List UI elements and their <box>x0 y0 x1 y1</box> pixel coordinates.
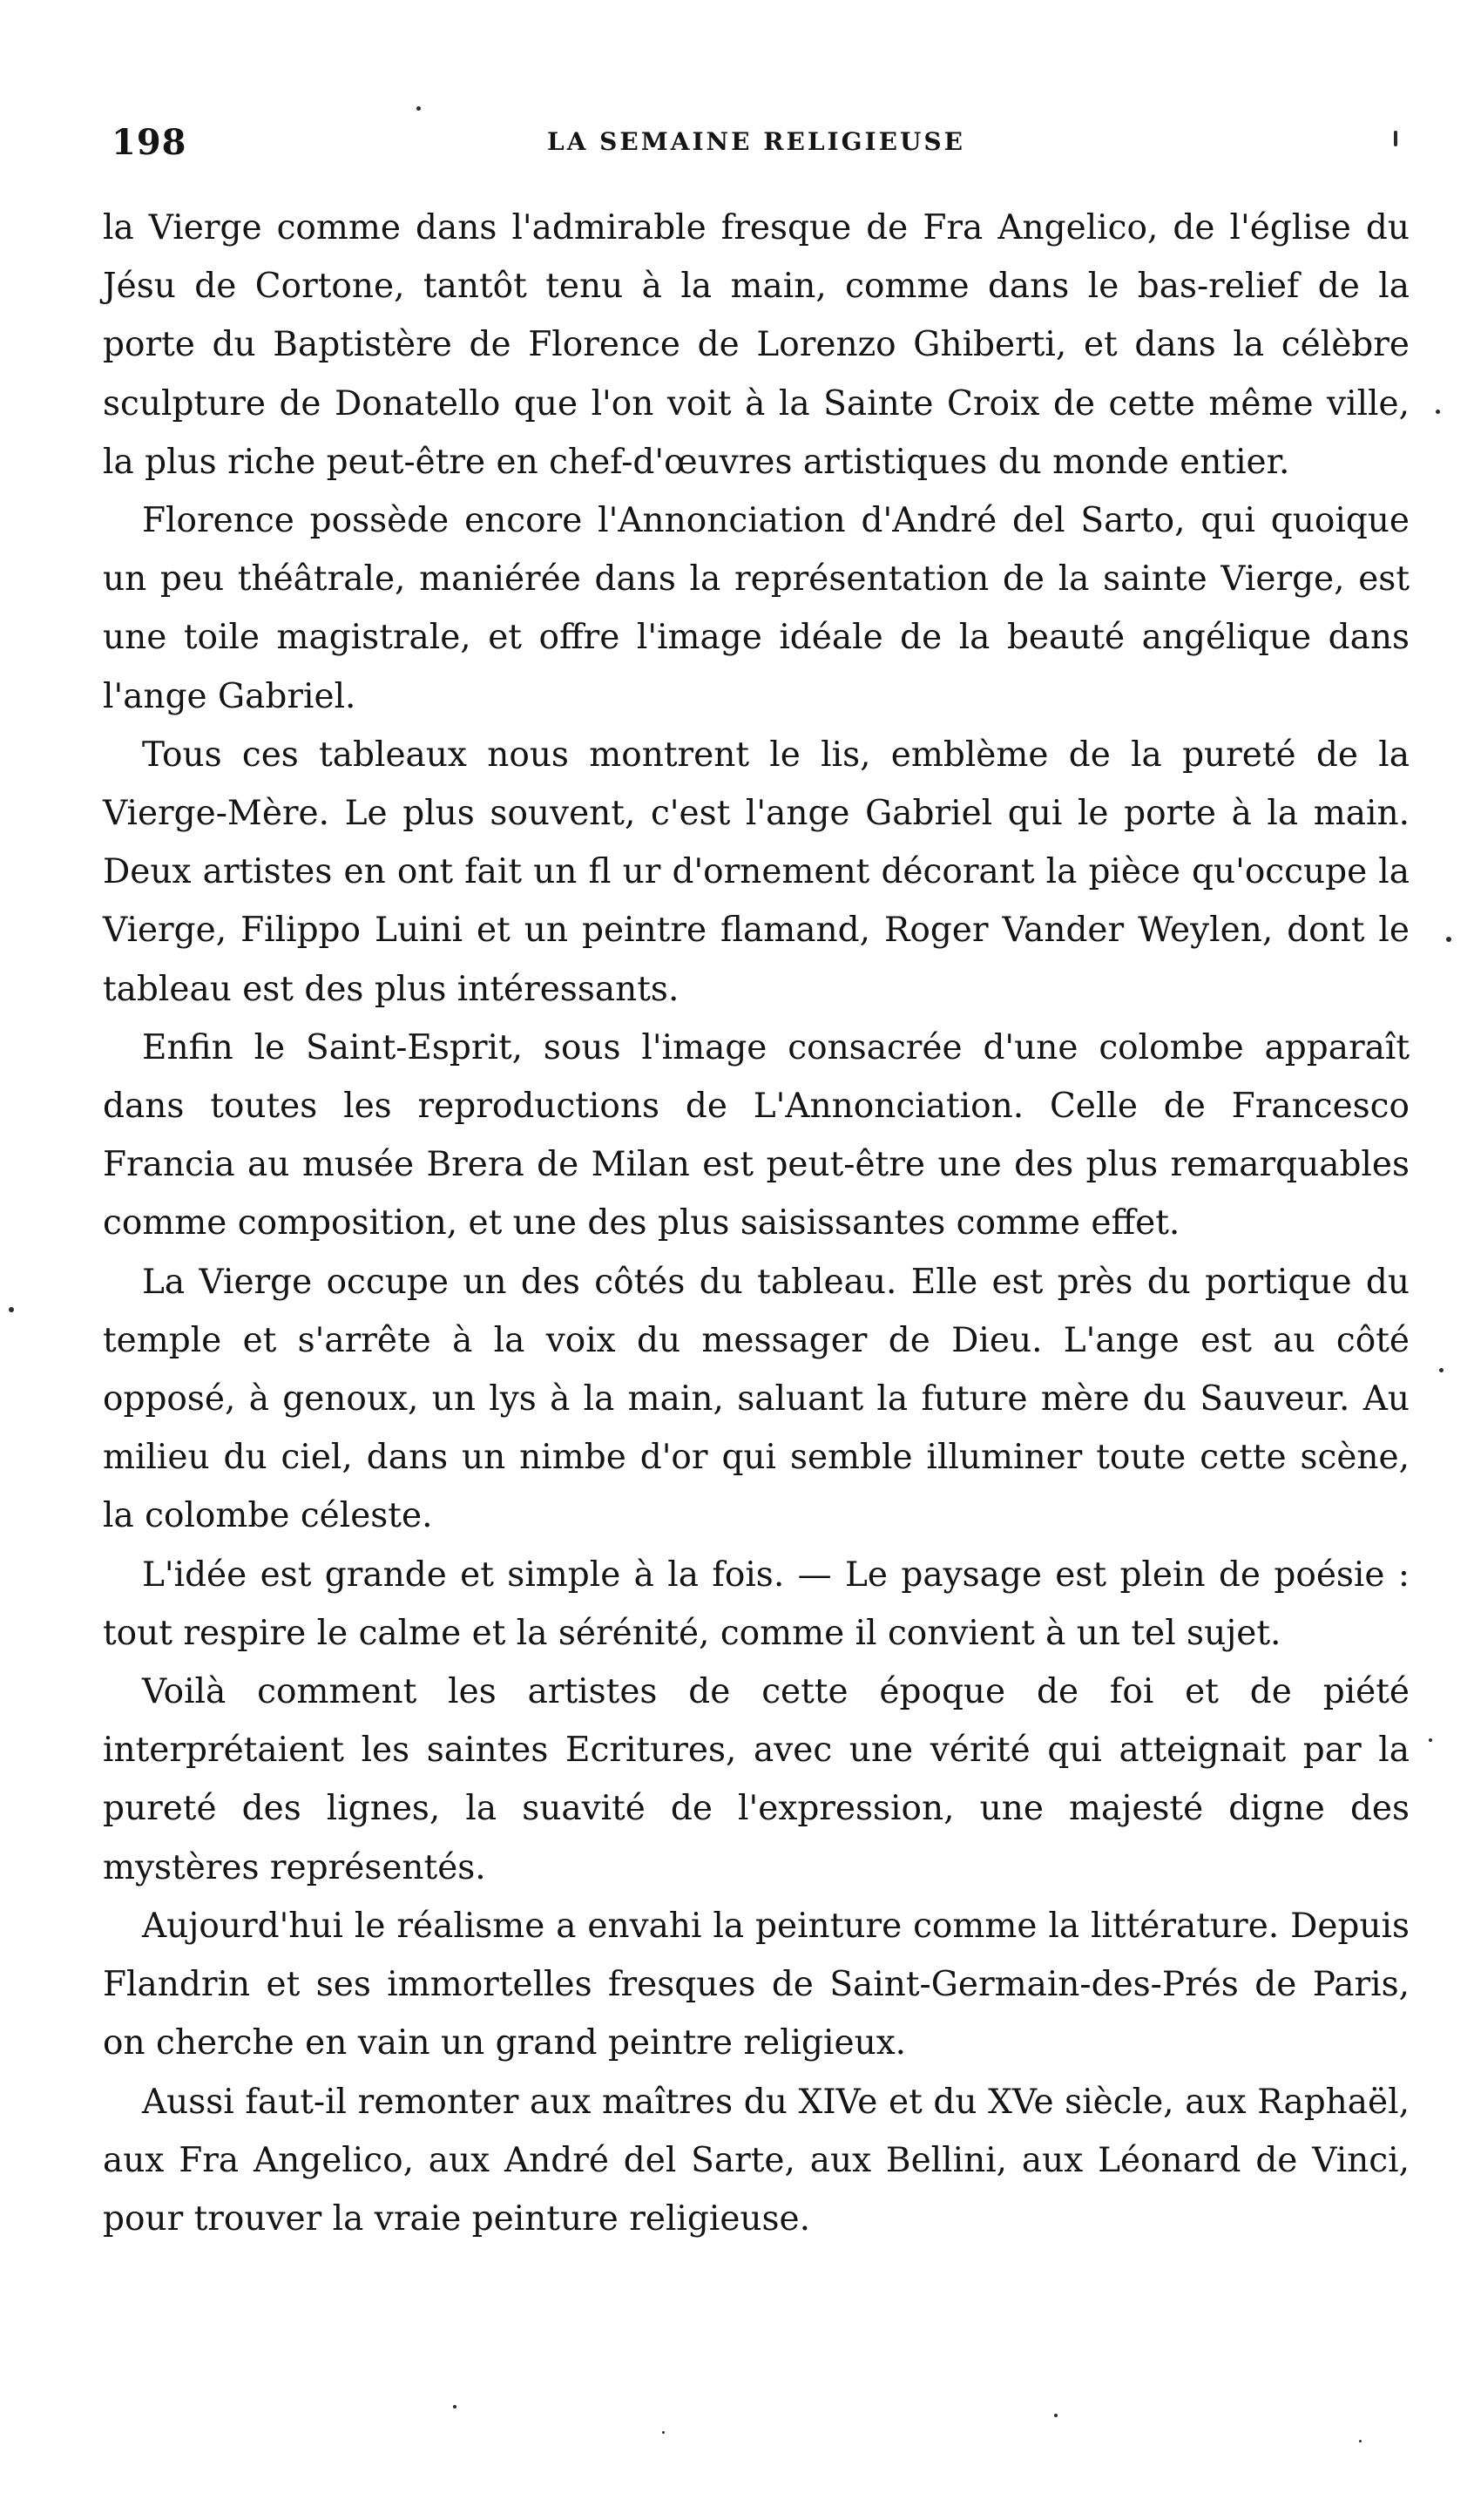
scan-speck <box>1394 131 1397 146</box>
paragraph: Voilà comment les artistes de cette époque de foi et de piété interprétaient les saintes Ecritures, avec une vérité qui atteignait par la pureté des lignes, la suavité de l'expression, une majesté digne des mystères représentés. <box>103 1672 1410 1887</box>
paragraph: Aujourd'hui le réalisme a envahi la peinture comme la littérature. Depuis Flandrin et ses immortelles fresques de Saint-Germain-des-Prés de Paris, on cherche en vain un grand peintre religieux. <box>103 1906 1410 2063</box>
page-header <box>112 122 1401 174</box>
scan-speck <box>662 2431 665 2434</box>
paragraph: L'idée est grande et simple à la fois. — Le paysage est plein de poésie : tout respire le calme et la sérénité, comme il convient à un tel sujet. <box>103 1555 1410 1653</box>
scan-speck <box>1446 937 1451 942</box>
page-number: 198 <box>112 122 187 163</box>
body-text <box>103 199 1410 2248</box>
paragraph: Enfin le Saint-Esprit, sous l'image consacrée d'une colombe apparaît dans toutes les reproductions de L'Annonciation. Celle de Francesco Francia au musée Brera de Milan est peut-être une des plus remarquables comme composition, et une des plus saisissantes comme effet. <box>103 1027 1410 1243</box>
running-head: LA SEMAINE RELIGIEUSE <box>547 127 965 156</box>
paragraph: Florence possède encore l'Annonciation d'André del Sarto, qui quoique un peu théâtrale, maniérée dans la représentation de la sainte Vierge, est une toile magistrale, et offre l'image idéale de la beauté angélique dans l'ange Gabriel. <box>103 501 1410 716</box>
paragraph: Tous ces tableaux nous montrent le lis, emblème de la pureté de la Vierge-Mère. Le plus souvent, c'est l'ange Gabriel qui le porte à la main. Deux artistes en ont fait un fl ur d'ornement décorant la pièce qu'occupe la Vierge, Filippo Luini et un peintre flamand, Roger Vander Weylen, dont le tableau est des plus intéressants. <box>103 735 1410 1009</box>
scan-speck <box>416 106 421 111</box>
scan-speck <box>9 1307 14 1312</box>
paragraph: Aussi faut-il remonter aux maîtres du XIVe et du XVe siècle, aux Raphaël, aux Fra Angelico, aux André del Sarte, aux Bellini, aux Léonard de Vinci, pour trouver la vraie peinture religieuse. <box>103 2082 1410 2239</box>
scan-speck <box>1436 410 1440 414</box>
paragraph: La Vierge occupe un des côtés du tableau. Elle est près du portique du temple et s'arrête à la voix du messager de Dieu. L'ange est au côté opposé, à genoux, un lys à la main, saluant la future mère du Sauveur. Au milieu du ciel, dans un nimbe d'or qui semble illuminer toute cette scène, la colombe céleste. <box>103 1262 1410 1536</box>
paragraph-continuation: la Vierge comme dans l'admirable fresque de Fra Angelico, de l'église du Jésu de Cortone, tantôt tenu à la main, comme dans le bas-relief de la porte du Baptistère de Florence de Lorenzo Ghiberti, et dans la célèbre sculpture de Donatello que l'on voit à la Sainte Croix de cette même ville, la plus riche peut-être en chef-d'œuvres artistiques du monde entier. <box>103 208 1410 482</box>
scan-speck <box>1359 2440 1362 2442</box>
scan-speck <box>1439 1368 1444 1372</box>
scan-speck <box>1429 1738 1432 1742</box>
scan-speck <box>1054 2414 1058 2417</box>
scan-speck <box>453 2405 456 2408</box>
